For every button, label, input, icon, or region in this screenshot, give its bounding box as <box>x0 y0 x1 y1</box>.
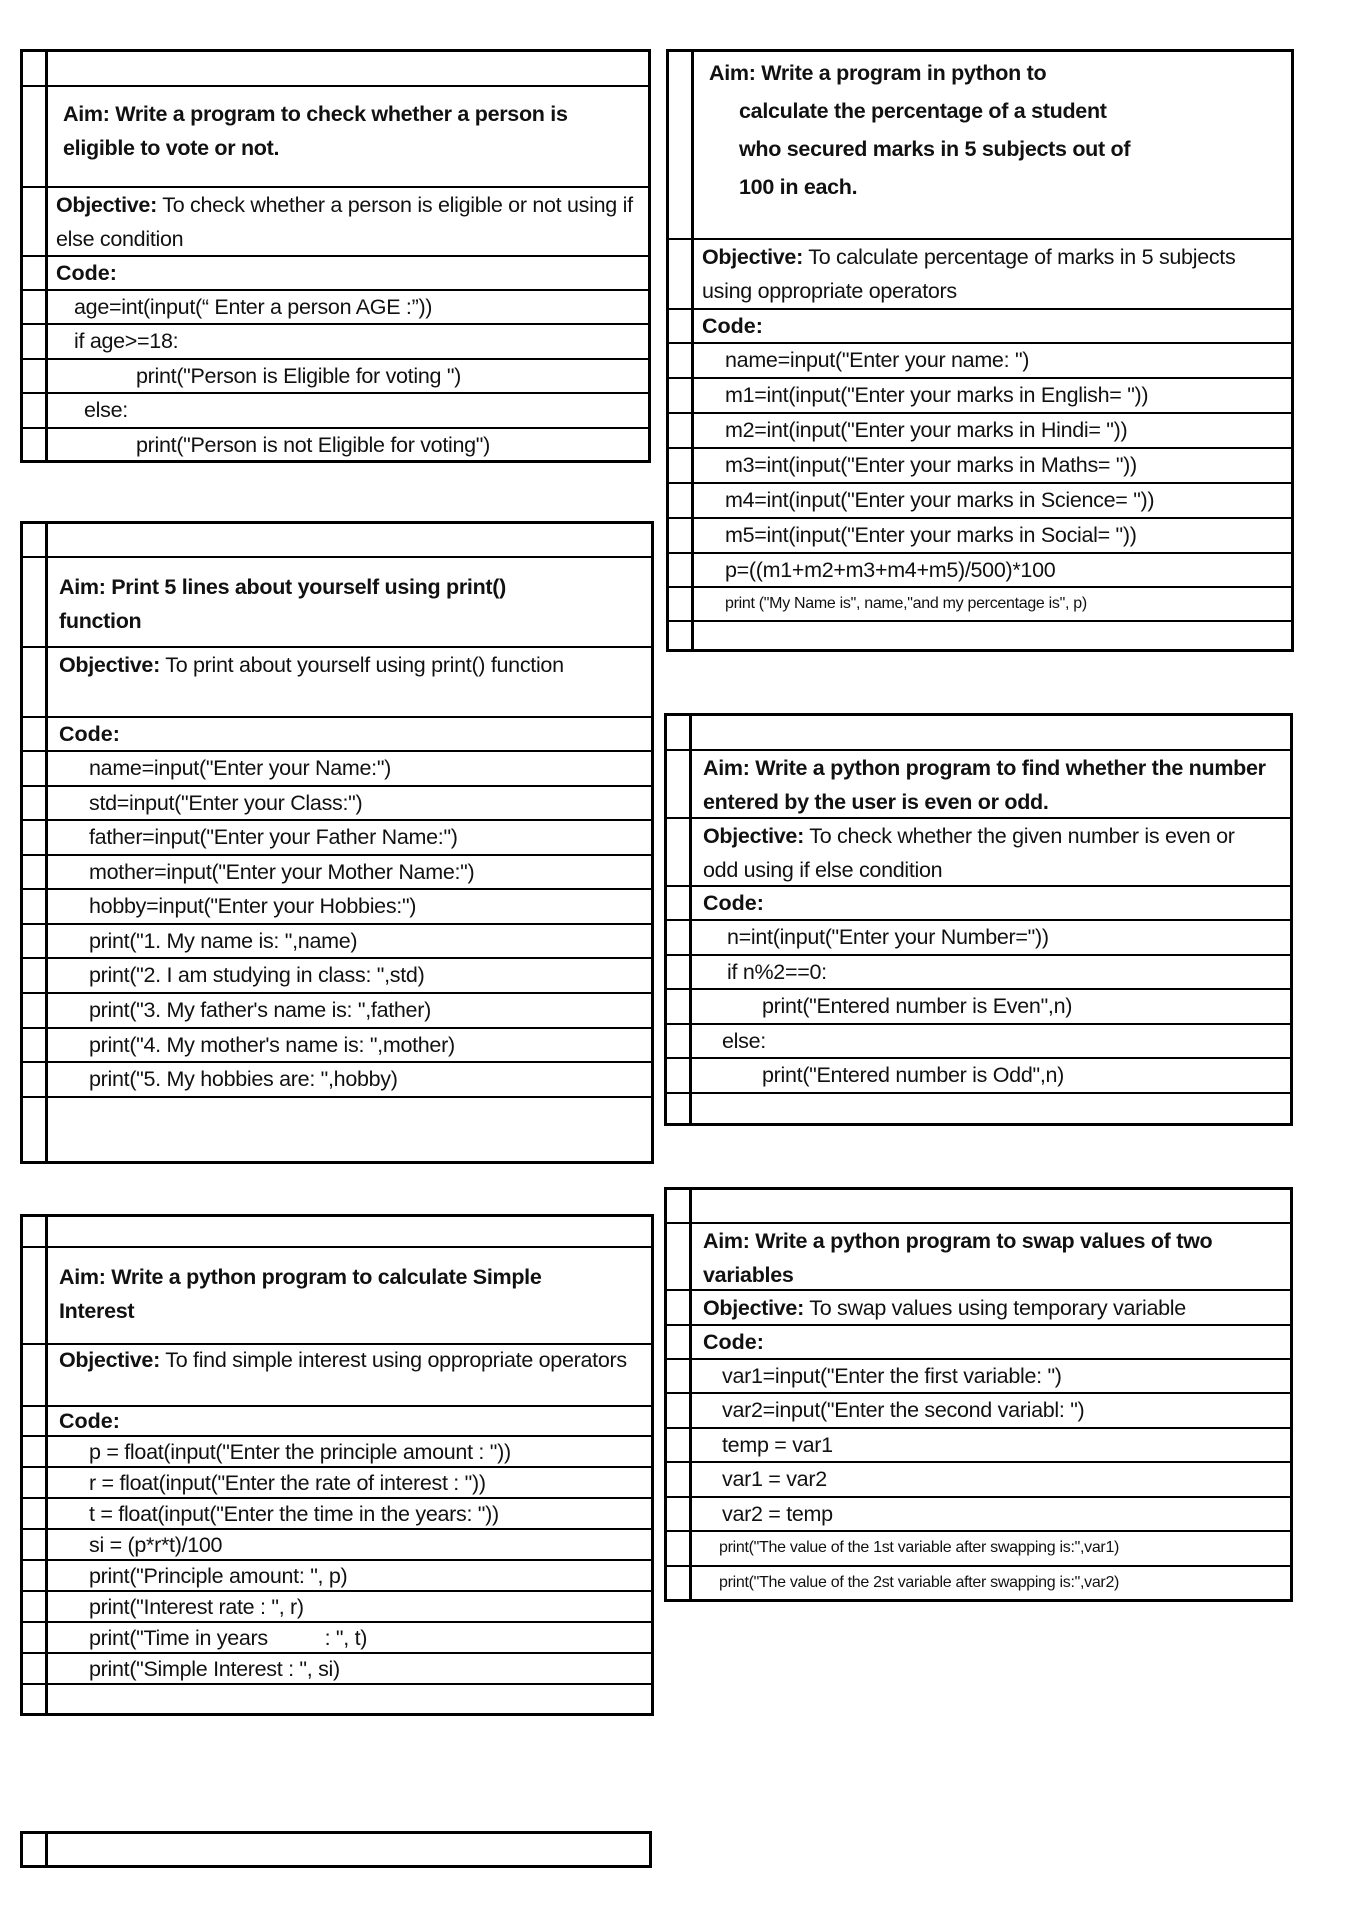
code-label: Code: <box>59 722 120 746</box>
objective-label: Objective: <box>59 1348 160 1372</box>
table-row-empty <box>23 1098 651 1167</box>
code-line-text: print("Simple Interest : ", si) <box>89 1657 340 1681</box>
code-line <box>23 429 648 463</box>
code-line <box>669 588 1291 622</box>
code-line-text: print("Person is Eligible for voting ") <box>136 364 462 388</box>
objective-row <box>667 819 1290 887</box>
code-line-text: hobby=input("Enter your Hobbies:") <box>89 894 417 918</box>
code-line-text: m4=int(input("Enter your marks in Science= ")) <box>725 488 1155 512</box>
code-label-row <box>667 1326 1290 1360</box>
code-line <box>23 752 651 787</box>
code-line <box>669 449 1291 484</box>
objective-text <box>59 1345 651 1405</box>
code-line <box>23 856 651 890</box>
code-line <box>667 1360 1290 1394</box>
aim-row <box>23 87 648 188</box>
code-line <box>23 1654 651 1685</box>
program-table-even-odd <box>664 713 1293 1126</box>
code-line-text: print("The value of the 2st variable after swapping is:",var2) <box>719 1574 1120 1591</box>
code-line <box>667 1567 1290 1602</box>
code-label-row <box>669 310 1291 344</box>
code-line <box>667 1025 1290 1059</box>
code-line <box>667 921 1290 956</box>
code-line-text: p = float(input("Enter the principle amount : ")) <box>89 1440 511 1464</box>
code-line-text: print("2. I am studying in class: ",std) <box>89 963 425 987</box>
objective-row <box>23 188 648 257</box>
code-line <box>23 1499 651 1530</box>
code-line-text: if age>=18: <box>74 329 179 353</box>
aim-line: calculate the percentage of a student <box>739 99 1107 123</box>
objective-body: To calculate percentage of marks in 5 subjects using oppropriate operators <box>702 245 1236 303</box>
table-row-empty <box>667 1190 1290 1224</box>
code-line-text: print("4. My mother's name is: ",mother) <box>89 1033 455 1057</box>
code-line <box>23 821 651 856</box>
objective-row <box>23 648 651 718</box>
code-line <box>23 360 648 394</box>
objective-row <box>669 240 1291 310</box>
aim-row <box>23 1248 651 1345</box>
objective-text <box>703 819 1290 885</box>
code-line-text: else: <box>84 398 128 422</box>
table-row-empty <box>23 524 651 558</box>
code-line <box>669 519 1291 554</box>
code-line <box>669 484 1291 519</box>
code-line-text: print("Time in years : ", t) <box>89 1626 368 1650</box>
code-line-text: print("5. My hobbies are: ",hobby) <box>89 1067 398 1091</box>
code-line-text: t = float(input("Enter the time in the years: ")) <box>89 1502 499 1526</box>
code-label: Code: <box>703 1330 764 1354</box>
code-line <box>23 994 651 1029</box>
objective-text <box>703 1291 1290 1324</box>
aim-text: Aim: Write a program to check whether a person is eligible to vote or not. <box>63 102 568 160</box>
code-line-text: else: <box>722 1029 766 1053</box>
code-label: Code: <box>59 1409 120 1433</box>
aim-text <box>709 52 1291 238</box>
objective-row <box>23 1345 651 1407</box>
objective-body: To check whether a person is eligible or not using if else condition <box>56 193 633 251</box>
code-line <box>667 1498 1290 1532</box>
aim-text: Aim: Write a python program to calculate Simple Interest <box>59 1265 542 1323</box>
code-line-text: age=int(input(“ Enter a person AGE :”)) <box>74 295 433 319</box>
code-line-text: name=input("Enter your name: ") <box>725 348 1030 372</box>
code-line-text: si = (p*r*t)/100 <box>89 1533 223 1557</box>
code-label-row <box>23 718 651 752</box>
program-table-vote <box>20 49 651 463</box>
code-line <box>23 1623 651 1654</box>
column-divider <box>45 1834 48 1865</box>
code-line <box>667 1429 1290 1463</box>
code-line-text: print("Person is not Eligible for voting") <box>136 433 490 457</box>
code-line-text: father=input("Enter your Father Name:") <box>89 825 458 849</box>
aim-row <box>667 751 1290 819</box>
table-row-empty <box>667 716 1290 751</box>
code-line <box>23 1561 651 1592</box>
objective-label: Objective: <box>702 245 803 269</box>
aim-row <box>667 1224 1290 1291</box>
objective-body: To check whether the given number is even or odd using if else condition <box>703 824 1235 882</box>
code-line-text: m5=int(input("Enter your marks in Social= ")) <box>725 523 1137 547</box>
code-line-text: print ("My Name is", name,"and my percentage is", p) <box>725 595 1087 612</box>
program-table-simple-interest <box>20 1214 654 1716</box>
objective-label: Objective: <box>56 193 157 217</box>
code-line-text: print("Interest rate : ", r) <box>89 1595 304 1619</box>
code-line <box>23 925 651 959</box>
code-line-text: print("Entered number is Odd",n) <box>762 1063 1065 1087</box>
objective-label: Objective: <box>703 1296 804 1320</box>
table-row-empty <box>23 1685 651 1719</box>
code-line <box>23 890 651 925</box>
table-row-empty <box>669 622 1291 655</box>
code-line <box>23 1029 651 1063</box>
aim-text: Aim: Write a python program to swap values of two variables <box>703 1229 1213 1287</box>
code-label: Code: <box>702 314 763 338</box>
aim-row <box>669 52 1291 240</box>
code-label: Code: <box>703 891 764 915</box>
code-line-text: temp = var1 <box>722 1433 833 1457</box>
code-line-text: m3=int(input("Enter your marks in Maths= ")) <box>725 453 1137 477</box>
code-line-text: m1=int(input("Enter your marks in English= ")) <box>725 383 1149 407</box>
code-line-text: name=input("Enter your Name:") <box>89 756 392 780</box>
objective-text <box>59 648 651 716</box>
code-line-text: var2 = temp <box>722 1502 833 1526</box>
code-line-text: print("Entered number is Even",n) <box>762 994 1073 1018</box>
objective-label: Objective: <box>59 653 160 677</box>
code-line <box>23 1592 651 1623</box>
code-line <box>23 1437 651 1468</box>
program-table-percentage <box>666 49 1294 652</box>
code-label: Code: <box>56 261 117 285</box>
code-line-text: r = float(input("Enter the rate of interest : ")) <box>89 1471 486 1495</box>
code-line <box>23 1530 651 1561</box>
code-line-text: mother=input("Enter your Mother Name:") <box>89 860 475 884</box>
code-line-text: var1=input("Enter the first variable: ") <box>722 1364 1062 1388</box>
code-line <box>23 1468 651 1499</box>
code-line <box>669 414 1291 449</box>
code-line <box>667 1059 1290 1094</box>
table-row-empty <box>23 1217 651 1248</box>
objective-body: To print about yourself using print() function <box>159 653 564 677</box>
code-line <box>667 1463 1290 1498</box>
code-line <box>667 1532 1290 1567</box>
objective-text <box>702 240 1291 308</box>
code-line-text: m2=int(input("Enter your marks in Hindi= ")) <box>725 418 1128 442</box>
code-line <box>667 990 1290 1025</box>
code-line-text: n=int(input("Enter your Number=")) <box>727 925 1049 949</box>
code-line <box>23 787 651 821</box>
code-line <box>667 956 1290 990</box>
code-line-text: print("The value of the 1st variable after swapping is:",var1) <box>719 1539 1120 1556</box>
objective-body: To swap values using temporary variable <box>803 1296 1186 1320</box>
objective-label: Objective: <box>703 824 804 848</box>
code-line <box>669 554 1291 588</box>
code-line-text: print("3. My father's name is: ",father) <box>89 998 431 1022</box>
code-line-text: if n%2==0: <box>727 960 827 984</box>
aim-row <box>23 558 651 648</box>
code-label-row <box>667 887 1290 921</box>
objective-row <box>667 1291 1290 1326</box>
code-line-text: print("Principle amount: ", p) <box>89 1564 348 1588</box>
code-line-text: var2=input("Enter the second variabl: ") <box>722 1398 1085 1422</box>
table-row-empty <box>667 1094 1290 1129</box>
program-table-swap <box>664 1187 1293 1602</box>
code-line-text: p=((m1+m2+m3+m4+m5)/500)*100 <box>725 558 1056 582</box>
code-line <box>667 1394 1290 1429</box>
code-line-text: var1 = var2 <box>722 1467 827 1491</box>
code-label-row <box>23 257 648 291</box>
program-table-about-yourself <box>20 521 654 1164</box>
code-line-text: std=input("Enter your Class:") <box>89 791 363 815</box>
code-line <box>669 344 1291 379</box>
code-line <box>23 1063 651 1098</box>
code-line <box>669 379 1291 414</box>
code-line-text: print("1. My name is: ",name) <box>89 929 358 953</box>
aim-text: Aim: Write a python program to find whether the number entered by the user is even or odd. <box>703 756 1266 814</box>
aim-line: who secured marks in 5 subjects out of <box>739 137 1131 161</box>
code-label-row <box>23 1407 651 1437</box>
code-line <box>23 394 648 429</box>
aim-text: Aim: Print 5 lines about yourself using print() function <box>59 575 506 633</box>
code-line <box>23 325 648 360</box>
objective-body: To find simple interest using oppropriate operators <box>159 1348 627 1372</box>
aim-line: Aim: Write a program in python to <box>709 61 1047 85</box>
code-line <box>23 959 651 994</box>
table-row-empty <box>23 52 648 87</box>
aim-line: 100 in each. <box>739 175 858 199</box>
program-table-empty <box>20 1831 652 1868</box>
objective-text <box>56 188 648 255</box>
code-line <box>23 291 648 325</box>
